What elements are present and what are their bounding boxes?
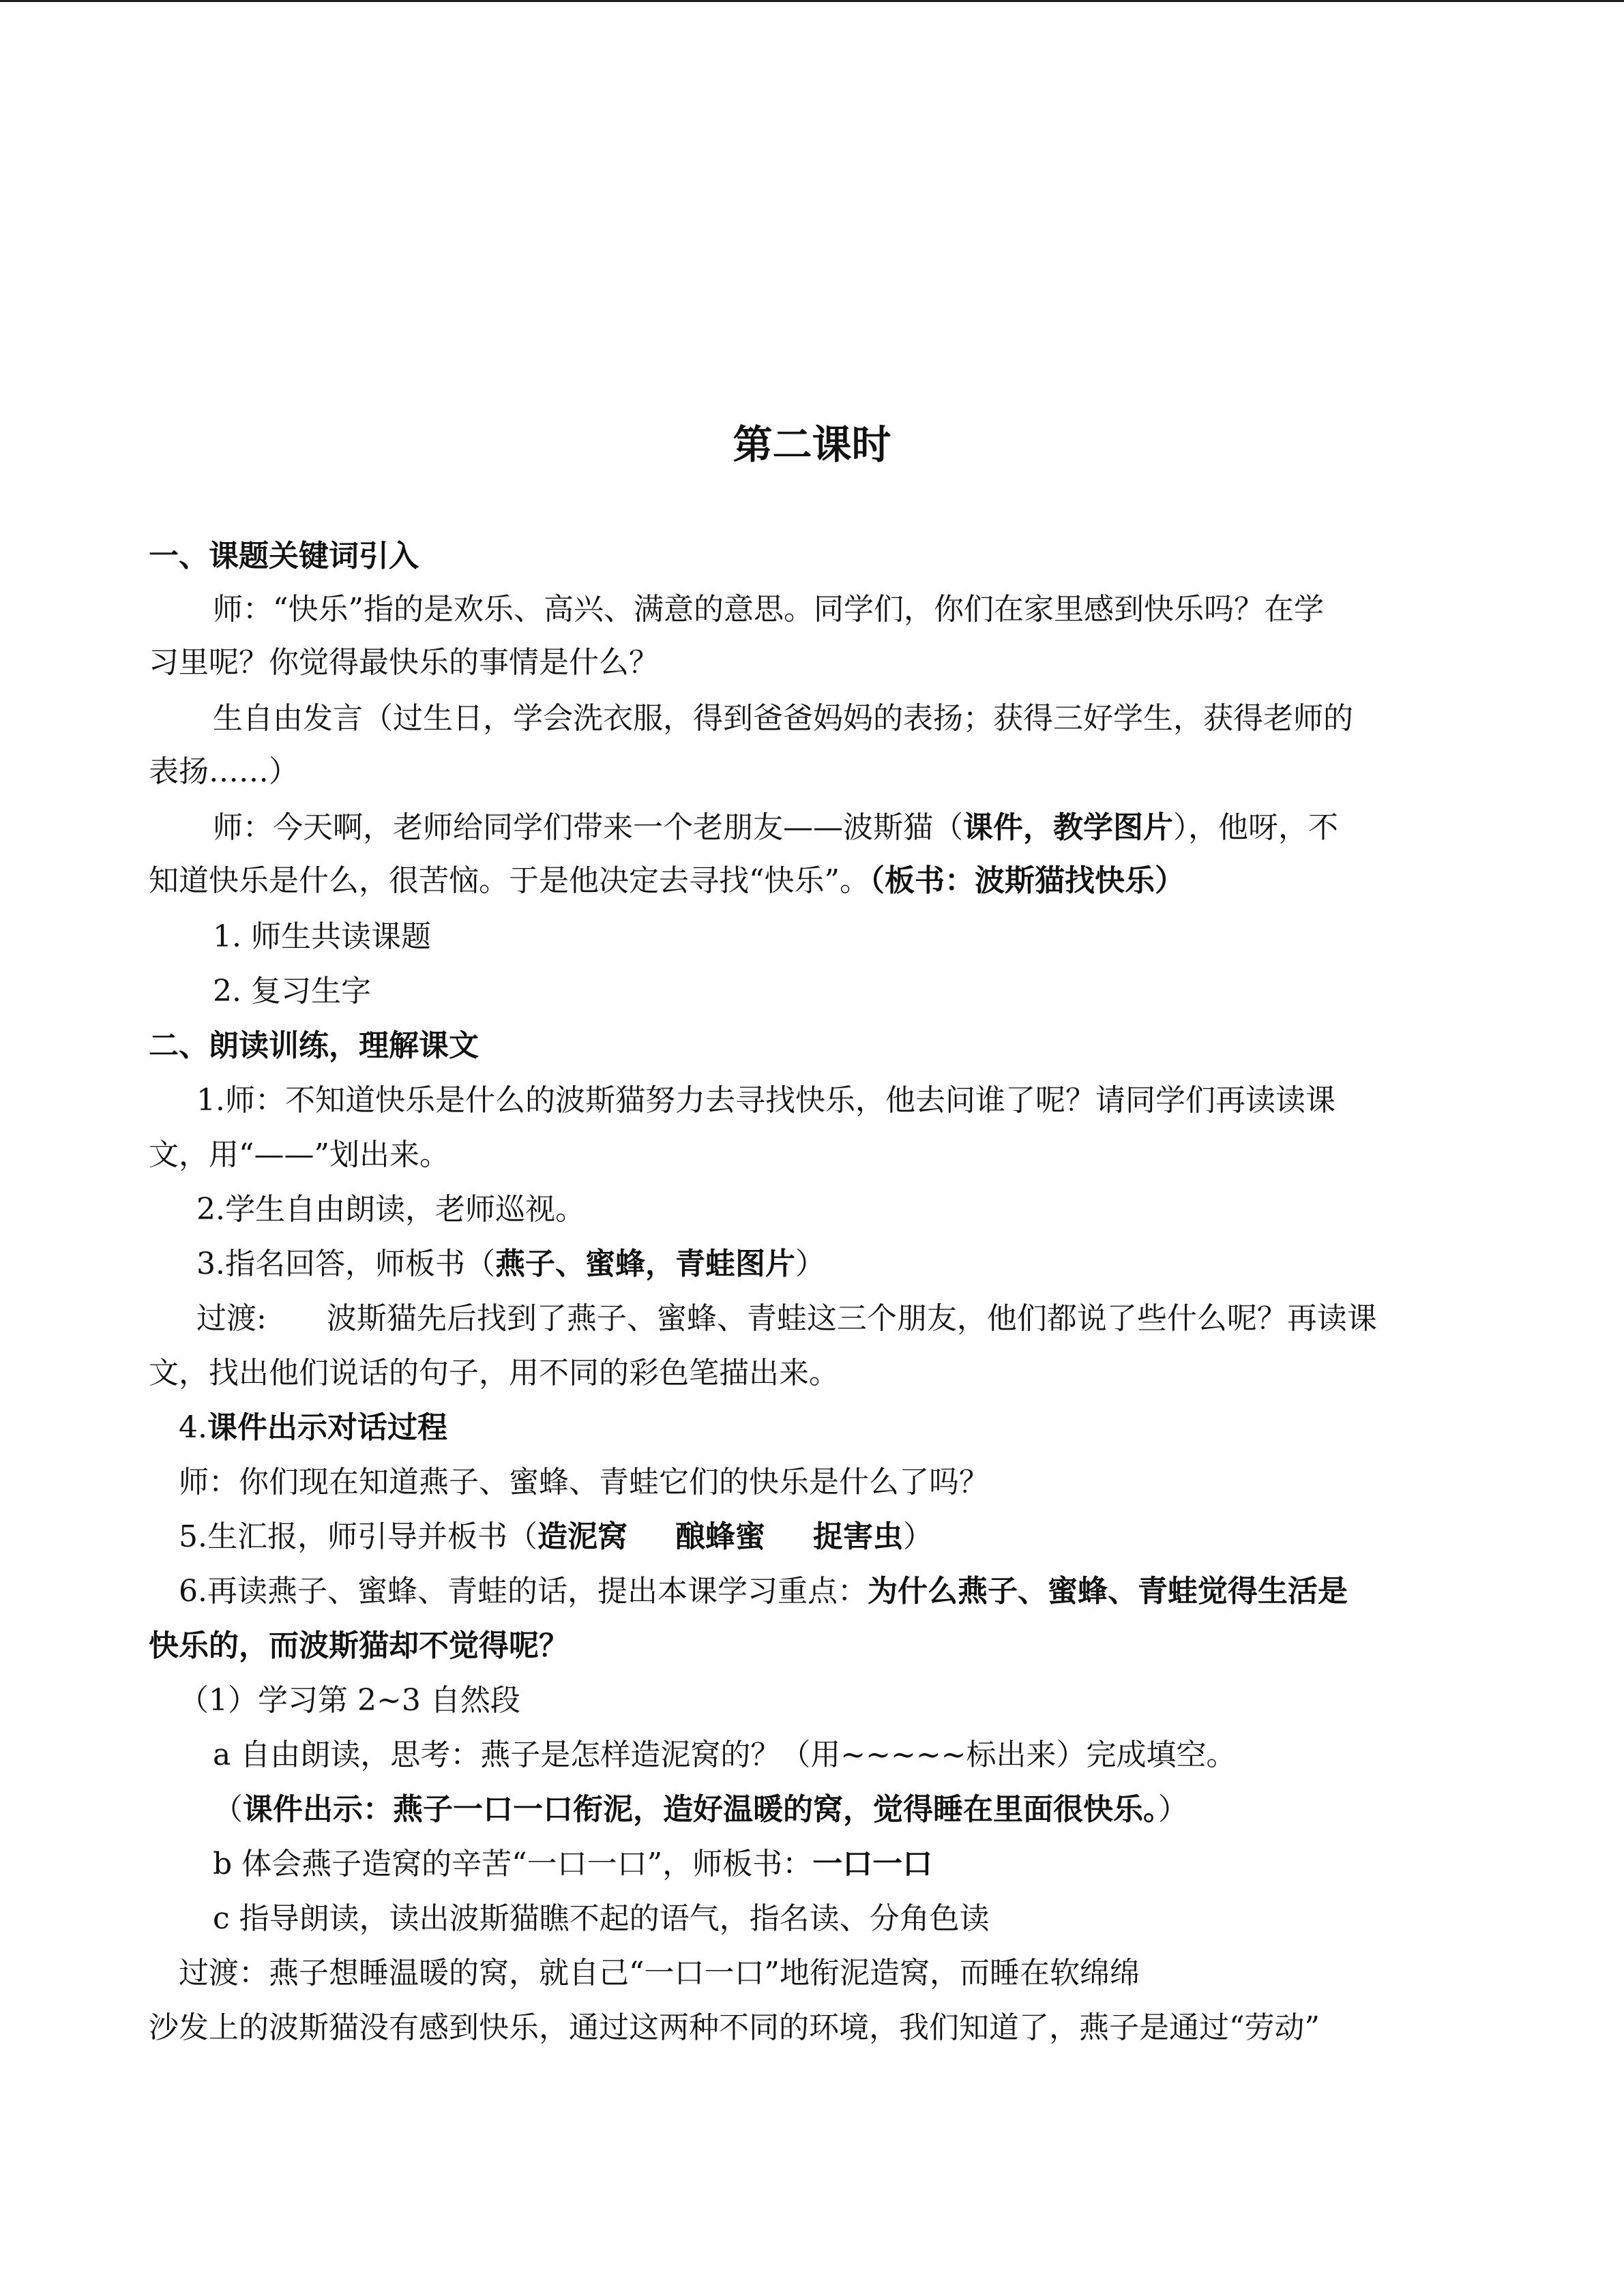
paragraph-line: 1.师：不知道快乐是什么的波斯猫努力去寻找快乐，他去问谁了呢？请同学们再读读课 xyxy=(196,1083,1335,1118)
text-run: ），他呀，不 xyxy=(1173,810,1338,845)
text-run: 过渡: xyxy=(196,1301,267,1336)
text-run: 5.生汇报，师引导并板书（ xyxy=(179,1519,537,1554)
bold-text: 为什么燕子、蜜蜂、青蛙觉得生活是 xyxy=(867,1574,1348,1609)
text-run: 4. xyxy=(179,1410,207,1445)
list-item: 1. 师生共读课题 xyxy=(213,919,431,954)
paragraph-line xyxy=(179,1571,1348,1612)
paragraph-line: 2.学生自由朗读，老师巡视。 xyxy=(196,1192,585,1227)
paragraph-line: 师：“快乐”指的是欢乐、高兴、满意的意思。同学们，你们在家里感到快乐吗？在学 xyxy=(213,592,1324,627)
paragraph-line: 师：你们现在知道燕子、蜜蜂、青蛙它们的快乐是什么了吗？ xyxy=(179,1465,989,1500)
page-top-border xyxy=(0,0,1624,2)
bold-text: 一口一口 xyxy=(812,1847,933,1881)
page-title: 第二课时 xyxy=(733,421,891,468)
paragraph-line: 快乐的，而波斯猫却不觉得呢？ xyxy=(149,1628,569,1663)
paragraph-line: 沙发上的波斯猫没有感到快乐，通过这两种不同的环境，我们知道了，燕子是通过“劳动” xyxy=(149,2010,1320,2045)
text-run: 6.再读燕子、蜜蜂、青蛙的话，提出本课学习重点： xyxy=(179,1574,868,1609)
paragraph-line xyxy=(196,1298,1377,1339)
bold-text: 捉害虫 xyxy=(812,1519,903,1554)
paragraph-line xyxy=(213,1789,1188,1830)
paragraph-line: 生自由发言（过生日，学会洗衣服，得到爸爸妈妈的表扬；获得三好学生，获得老师的 xyxy=(213,701,1353,736)
text-run: ） xyxy=(795,1247,825,1281)
paragraph-line: 文，用“——”划出来。 xyxy=(149,1137,449,1172)
bold-text: 课件出示对话过程 xyxy=(207,1410,447,1445)
paragraph-line xyxy=(213,807,1338,848)
text-run: ） xyxy=(1158,1792,1188,1827)
section-heading-1: 一、课题关键词引入 xyxy=(149,539,419,573)
text-run: 3.指名回答，师板书（ xyxy=(196,1247,495,1281)
paragraph-line xyxy=(179,1407,447,1448)
paragraph-line xyxy=(213,1844,932,1885)
section-heading-2: 二、朗读训练，理解课文 xyxy=(149,1028,479,1063)
bold-text: 燕子、蜜蜂，青蛙图片 xyxy=(494,1247,795,1281)
paragraph-line xyxy=(179,1517,933,1557)
paragraph-line: c 指导朗读，读出波斯猫瞧不起的语气，指名读、分角色读 xyxy=(213,1901,990,1936)
bold-text: 课件，教学图片 xyxy=(963,810,1173,845)
text-run: 波斯猫先后找到了燕子、蜜蜂、青蛙这三个朋友，他们都说了些什么呢？再读课 xyxy=(326,1301,1377,1336)
bold-text: 酿蜂蜜 xyxy=(675,1519,765,1554)
paragraph-line xyxy=(196,1244,825,1285)
paragraph-line: （1）学习第 2~3 自然段 xyxy=(179,1683,520,1718)
paragraph-line: 习里呢？你觉得最快乐的事情是什么？ xyxy=(149,645,659,680)
text-run: 知道快乐是什么，很苦恼。于是他决定去寻找“快乐”。 xyxy=(149,863,870,898)
text-run: 师：今天啊，老师给同学们带来一个老朋友——波斯猫（ xyxy=(213,810,963,845)
paragraph-line xyxy=(149,861,1185,901)
paragraph-line: 文，找出他们说话的句子，用不同的彩色笔描出来。 xyxy=(149,1356,839,1390)
paragraph-line: a 自由朗读，思考：燕子是怎样造泥窝的？（用~~~~~标出来）完成填空。 xyxy=(213,1738,1237,1772)
text-run: ） xyxy=(902,1519,933,1554)
list-item: 2. 复习生字 xyxy=(213,974,371,1009)
paragraph-line: 表扬……） xyxy=(149,754,299,789)
text-run: b 体会燕子造窝的辛苦“一口一口”，师板书： xyxy=(213,1847,813,1881)
text-run: （ xyxy=(213,1792,243,1827)
bold-text: （板书：波斯猫找快乐） xyxy=(870,863,1185,898)
paragraph-line: 过渡：燕子想睡温暖的窝，就自己“一口一口”地衔泥造窝，而睡在软绵绵 xyxy=(179,1956,1140,1991)
bold-text: 造泥窝 xyxy=(537,1519,628,1554)
bold-text: 课件出示：燕子一口一口衔泥，造好温暖的窝，觉得睡在里面很快乐。 xyxy=(243,1792,1158,1827)
